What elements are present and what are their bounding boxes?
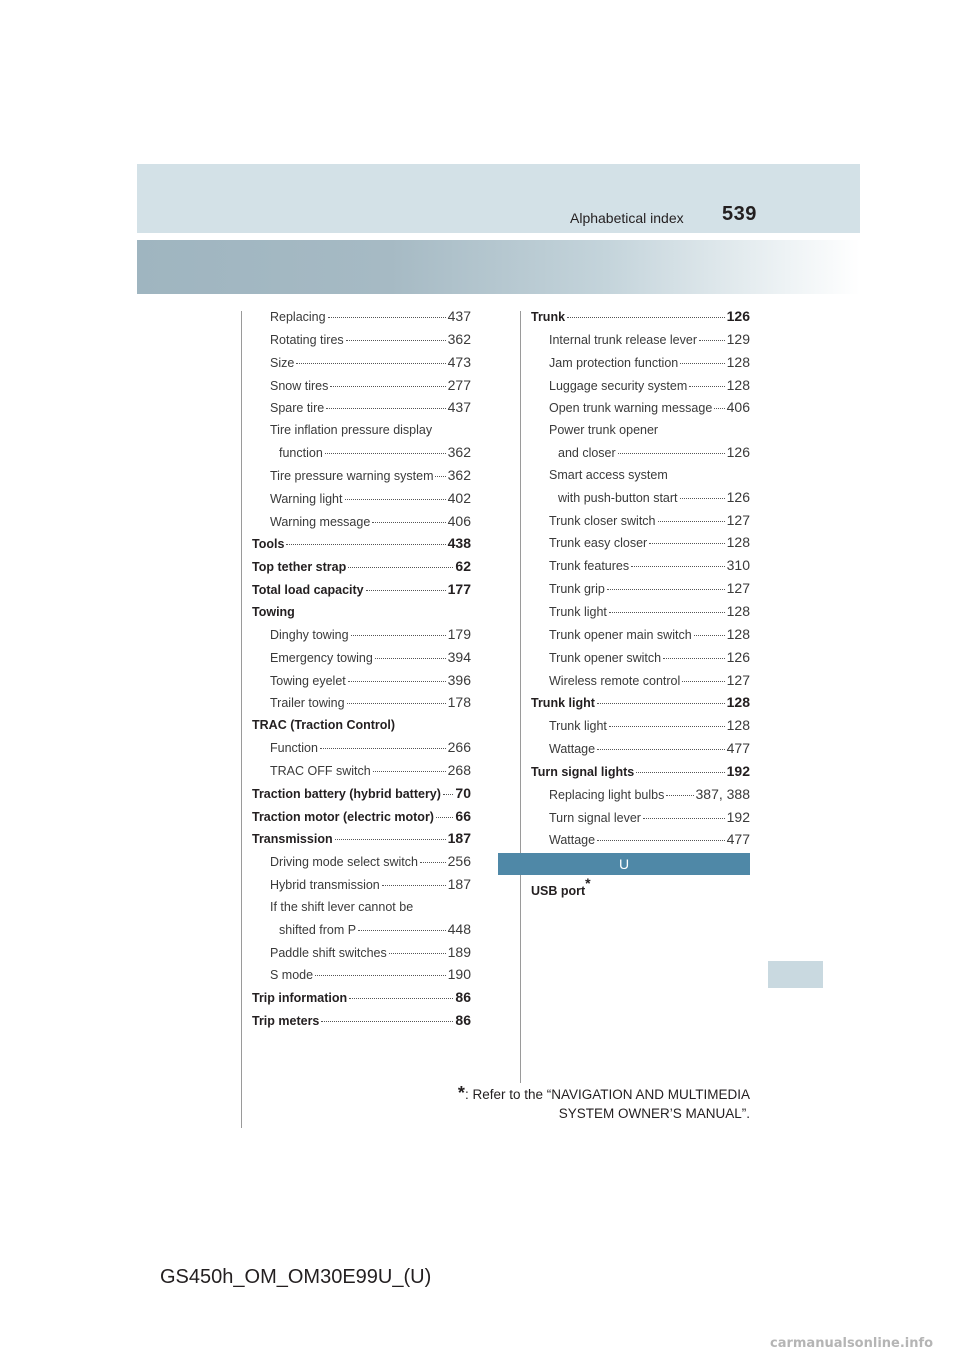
index-entry[interactable] bbox=[531, 397, 750, 420]
entry-page[interactable]: 362 bbox=[447, 330, 471, 347]
index-entry[interactable] bbox=[252, 828, 471, 851]
index-entry[interactable] bbox=[252, 511, 471, 534]
index-entry[interactable] bbox=[531, 647, 750, 670]
entry-page[interactable]: 128 bbox=[726, 376, 750, 393]
dot-leader bbox=[320, 748, 446, 749]
dot-leader bbox=[663, 658, 725, 659]
entry-page[interactable]: 86 bbox=[455, 989, 471, 1006]
index-entry[interactable] bbox=[252, 579, 471, 602]
dot-leader bbox=[358, 930, 446, 931]
index-entry[interactable] bbox=[252, 737, 471, 760]
entry-text: Trunk light bbox=[549, 604, 607, 619]
entry-text: Replacing bbox=[270, 310, 326, 324]
dot-leader bbox=[330, 386, 445, 387]
entry-text: Wattage bbox=[549, 833, 596, 848]
index-entry[interactable] bbox=[252, 533, 471, 556]
entry-page[interactable]: 187 bbox=[447, 876, 471, 893]
entry-text: Smart access system bbox=[549, 467, 668, 482]
index-entry[interactable] bbox=[531, 829, 750, 852]
entry-page[interactable]: 127 bbox=[726, 511, 750, 528]
dot-leader bbox=[435, 476, 445, 477]
entry-page[interactable]: 277 bbox=[447, 376, 471, 393]
dot-leader bbox=[346, 340, 446, 341]
entry-text: Warning message bbox=[270, 514, 371, 529]
index-entry[interactable] bbox=[252, 760, 471, 783]
dot-leader bbox=[597, 703, 725, 704]
entry-page[interactable]: 70 bbox=[455, 784, 471, 801]
dot-leader bbox=[643, 818, 725, 819]
entry-text: Trip information bbox=[252, 991, 348, 1006]
dot-leader bbox=[682, 681, 724, 682]
entry-page[interactable]: 86 bbox=[455, 1012, 471, 1029]
dot-leader bbox=[296, 363, 445, 364]
entry-text: Trunk grip bbox=[549, 582, 605, 597]
entry-page[interactable]: 192 bbox=[726, 762, 750, 779]
dot-leader bbox=[680, 498, 725, 499]
index-entry[interactable] bbox=[531, 670, 750, 693]
index-entry[interactable] bbox=[252, 329, 471, 352]
entry-text: Size bbox=[270, 355, 295, 370]
footnote-star: * bbox=[457, 1083, 465, 1103]
index-entry bbox=[252, 715, 471, 737]
index-entry[interactable] bbox=[252, 692, 471, 715]
entry-page[interactable]: 66 bbox=[455, 807, 471, 824]
entry-page[interactable]: 396 bbox=[447, 671, 471, 688]
entry-text: Tire pressure warning system bbox=[270, 468, 434, 483]
dot-leader bbox=[567, 317, 725, 318]
entry-text: Paddle shift switches bbox=[270, 945, 387, 960]
index-entry[interactable] bbox=[252, 488, 471, 511]
entry-text: TRAC (Traction Control) bbox=[252, 718, 396, 733]
entry-page[interactable]: 178 bbox=[447, 694, 471, 711]
entry-page[interactable]: 473 bbox=[447, 353, 471, 370]
entry-text: Trunk light bbox=[531, 696, 595, 711]
entry-text: Turn signal lever bbox=[549, 810, 641, 825]
gradient-band bbox=[137, 240, 860, 294]
center-rule bbox=[520, 311, 521, 1083]
index-entry[interactable] bbox=[252, 670, 471, 693]
entry-page[interactable]: 189 bbox=[447, 943, 471, 960]
entry-page[interactable]: 126 bbox=[726, 648, 750, 665]
entry-text: Jam protection function bbox=[549, 355, 679, 370]
document-id: GS450h_OM_OM30E99U_(U) bbox=[160, 1266, 432, 1288]
entry-text: Wattage bbox=[549, 742, 596, 757]
entry-page[interactable]: 362 bbox=[447, 444, 471, 461]
entry-page[interactable]: 128 bbox=[726, 694, 750, 711]
entry-page[interactable]: 126 bbox=[726, 308, 750, 324]
dot-leader bbox=[436, 817, 453, 818]
entry-text: shifted from P bbox=[279, 922, 357, 937]
section-letter-bar: U bbox=[498, 853, 750, 875]
index-entry[interactable] bbox=[531, 532, 750, 555]
entry-text: Open trunk warning message bbox=[549, 401, 713, 416]
index-entry[interactable] bbox=[531, 329, 750, 352]
entry-page[interactable]: 127 bbox=[726, 580, 750, 597]
entry-text: Luggage security system bbox=[549, 378, 688, 393]
index-entry[interactable] bbox=[252, 624, 471, 647]
entry-text: USB port bbox=[531, 884, 586, 899]
entry-page[interactable]: 448 bbox=[447, 920, 471, 937]
entry-text: Trunk easy closer bbox=[549, 536, 648, 551]
entry-text: Tools bbox=[252, 537, 285, 552]
header-title: Alphabetical index bbox=[570, 210, 684, 226]
entry-page[interactable]: 437 bbox=[447, 308, 471, 324]
entry-text: Trunk features bbox=[549, 559, 630, 574]
left-rule bbox=[241, 311, 242, 1128]
entry-text: Spare tire bbox=[270, 401, 325, 416]
entry-text: Hybrid transmission bbox=[270, 878, 380, 893]
entry-text: Emergency towing bbox=[270, 650, 373, 665]
dot-leader bbox=[443, 794, 453, 795]
entry-page[interactable]: 268 bbox=[447, 761, 471, 778]
dot-leader bbox=[325, 453, 446, 454]
entry-page[interactable]: 394 bbox=[447, 648, 471, 665]
index-entry[interactable] bbox=[252, 851, 471, 874]
index-entry[interactable] bbox=[531, 306, 750, 329]
index-entry[interactable] bbox=[531, 738, 750, 761]
entry-text: and closer bbox=[558, 446, 616, 461]
entry-page[interactable]: 128 bbox=[726, 534, 750, 551]
entry-page[interactable]: 128 bbox=[726, 602, 750, 619]
footnote-line-1: : Refer to the “NAVIGATION AND MULTIMEDIA bbox=[464, 1087, 750, 1102]
index-entry[interactable] bbox=[252, 919, 471, 942]
index-column-right bbox=[531, 306, 750, 852]
dot-leader bbox=[389, 953, 446, 954]
entry-page[interactable]: 256 bbox=[447, 853, 471, 870]
side-tab bbox=[768, 961, 823, 988]
entry-text: Warning light bbox=[270, 491, 343, 506]
dot-leader bbox=[618, 453, 725, 454]
dot-leader bbox=[347, 703, 446, 704]
index-entry[interactable] bbox=[252, 465, 471, 488]
entry-page[interactable]: 438 bbox=[447, 535, 471, 552]
entry-text: TRAC OFF switch bbox=[270, 763, 371, 778]
dot-leader bbox=[689, 386, 724, 387]
entry-page[interactable]: 192 bbox=[726, 808, 750, 825]
entry-page[interactable]: 187 bbox=[447, 830, 471, 847]
dot-leader bbox=[680, 363, 724, 364]
entry-text: Towing bbox=[252, 604, 295, 619]
entry-text: Dinghy towing bbox=[270, 627, 349, 642]
page-number: 539 bbox=[722, 203, 757, 225]
entry-page[interactable]: 406 bbox=[726, 399, 750, 416]
index-entry[interactable] bbox=[252, 352, 471, 375]
footnote-line-2: SYSTEM OWNER’S MANUAL”. bbox=[558, 1106, 750, 1121]
entry-text: Power trunk opener bbox=[549, 423, 659, 438]
entry-text: Trip meters bbox=[252, 1014, 320, 1029]
entry-text: Wireless remote control bbox=[549, 673, 681, 688]
dot-leader bbox=[694, 635, 725, 636]
dot-leader bbox=[348, 681, 446, 682]
entry-text: Trunk opener switch bbox=[549, 650, 662, 665]
index-entry[interactable] bbox=[252, 942, 471, 965]
entry-page[interactable]: 402 bbox=[447, 489, 471, 506]
index-entry bbox=[252, 602, 471, 624]
dot-leader bbox=[335, 839, 446, 840]
entry-text: Total load capacity bbox=[252, 583, 364, 598]
index-entry[interactable] bbox=[531, 761, 750, 784]
entry-text: Rotating tires bbox=[270, 332, 344, 347]
entry-page[interactable]: 477 bbox=[726, 740, 750, 757]
entry-page[interactable]: 126 bbox=[726, 488, 750, 505]
dot-leader bbox=[375, 658, 446, 659]
index-entry[interactable] bbox=[531, 555, 750, 578]
entry-page[interactable]: 177 bbox=[447, 581, 471, 598]
index-entry[interactable] bbox=[252, 964, 471, 987]
index-entry[interactable] bbox=[531, 784, 750, 807]
index-column-left bbox=[252, 306, 471, 1033]
dot-leader bbox=[609, 726, 725, 727]
dot-leader bbox=[286, 544, 445, 545]
index-entry[interactable] bbox=[252, 874, 471, 897]
entry-page[interactable]: 126 bbox=[726, 444, 750, 461]
entry-page[interactable]: 128 bbox=[726, 625, 750, 642]
dot-leader bbox=[666, 795, 693, 796]
dot-leader bbox=[382, 885, 446, 886]
dot-leader bbox=[351, 635, 446, 636]
entry-text: with push-button start bbox=[558, 490, 678, 505]
entry-page[interactable]: 179 bbox=[447, 625, 471, 642]
entry-page[interactable]: 437 bbox=[447, 399, 471, 416]
entry-text: Trunk bbox=[531, 310, 566, 324]
entry-text: If the shift lever cannot be bbox=[270, 899, 414, 914]
index-entry[interactable] bbox=[252, 397, 471, 420]
dot-leader bbox=[373, 771, 446, 772]
index-entry[interactable] bbox=[531, 578, 750, 601]
index-entry bbox=[252, 420, 471, 442]
dot-leader bbox=[366, 590, 446, 591]
dot-leader bbox=[597, 840, 725, 841]
entry-text: Transmission bbox=[252, 832, 333, 847]
index-entry[interactable] bbox=[252, 1010, 471, 1033]
entry-page[interactable]: 127 bbox=[726, 671, 750, 688]
dot-leader bbox=[321, 1021, 453, 1022]
entry-page[interactable]: 362 bbox=[447, 466, 471, 483]
index-entry[interactable] bbox=[531, 442, 750, 465]
index-entry[interactable] bbox=[531, 487, 750, 510]
watermark: carmanualsonline.info bbox=[770, 1336, 934, 1351]
entry-text: S mode bbox=[270, 968, 314, 983]
dot-leader bbox=[345, 499, 446, 500]
dot-leader bbox=[649, 543, 724, 544]
index-entry[interactable] bbox=[531, 715, 750, 738]
dot-leader bbox=[714, 408, 724, 409]
entry-text: Turn signal lights bbox=[531, 764, 635, 779]
dot-leader bbox=[420, 862, 446, 863]
index-entry[interactable] bbox=[531, 352, 750, 375]
entry-text: function bbox=[279, 446, 323, 461]
index-entry-usb-port[interactable] bbox=[531, 877, 591, 898]
index-entry[interactable] bbox=[531, 375, 750, 398]
index-entry[interactable] bbox=[252, 556, 471, 579]
index-entry[interactable] bbox=[252, 375, 471, 398]
entry-text: Traction battery (hybrid battery) bbox=[252, 786, 441, 801]
index-entry[interactable] bbox=[252, 783, 471, 806]
index-entry[interactable] bbox=[252, 442, 471, 465]
entry-text: Top tether strap bbox=[252, 560, 347, 575]
dot-leader bbox=[349, 998, 453, 999]
index-entry[interactable] bbox=[252, 806, 471, 829]
dot-leader bbox=[658, 521, 725, 522]
dot-leader bbox=[609, 612, 725, 613]
entry-page[interactable]: 128 bbox=[726, 353, 750, 370]
index-entry[interactable] bbox=[531, 807, 750, 830]
dot-leader bbox=[315, 975, 446, 976]
index-entry bbox=[252, 897, 471, 919]
dot-leader bbox=[348, 567, 453, 568]
dot-leader bbox=[631, 566, 725, 567]
dot-leader bbox=[636, 772, 724, 773]
entry-page[interactable]: 128 bbox=[726, 717, 750, 734]
entry-text: Internal trunk release lever bbox=[549, 332, 697, 347]
entry-text: Trunk closer switch bbox=[549, 513, 656, 528]
entry-page[interactable]: 310 bbox=[726, 557, 750, 574]
dot-leader bbox=[326, 408, 445, 409]
entry-text: Traction motor (electric motor) bbox=[252, 809, 434, 824]
footnote bbox=[380, 1084, 750, 1123]
entry-text: Towing eyelet bbox=[270, 673, 346, 688]
index-entry[interactable] bbox=[531, 601, 750, 624]
index-entry[interactable] bbox=[252, 647, 471, 670]
entry-page[interactable]: 406 bbox=[447, 512, 471, 529]
entry-text: Tire inflation pressure display bbox=[270, 423, 433, 438]
footnote-marker: * bbox=[585, 875, 591, 891]
entry-text: Trailer towing bbox=[270, 696, 345, 711]
entry-page[interactable]: 266 bbox=[447, 739, 471, 756]
index-entry[interactable] bbox=[252, 306, 471, 329]
entry-page[interactable]: 190 bbox=[447, 966, 471, 983]
dot-leader bbox=[372, 522, 445, 523]
index-entry[interactable] bbox=[531, 624, 750, 647]
entry-text: Replacing light bulbs bbox=[549, 787, 665, 802]
dot-leader bbox=[607, 589, 725, 590]
dot-leader bbox=[597, 749, 725, 750]
index-entry[interactable] bbox=[252, 987, 471, 1010]
entry-text: Driving mode select switch bbox=[270, 855, 418, 870]
entry-text: Trunk opener main switch bbox=[549, 627, 692, 642]
entry-text: Function bbox=[270, 741, 318, 756]
entry-text: Trunk light bbox=[549, 719, 607, 734]
dot-leader bbox=[699, 340, 725, 341]
index-entry bbox=[531, 465, 750, 487]
dot-leader bbox=[328, 317, 446, 318]
entry-page[interactable]: 62 bbox=[455, 558, 471, 575]
entry-page[interactable]: 387, 388 bbox=[695, 785, 750, 802]
entry-text: Snow tires bbox=[270, 378, 329, 393]
entry-page[interactable]: 129 bbox=[726, 330, 750, 347]
entry-page[interactable]: 477 bbox=[726, 831, 750, 848]
index-entry bbox=[531, 420, 750, 442]
index-entry[interactable] bbox=[531, 692, 750, 715]
index-entry[interactable] bbox=[531, 510, 750, 533]
